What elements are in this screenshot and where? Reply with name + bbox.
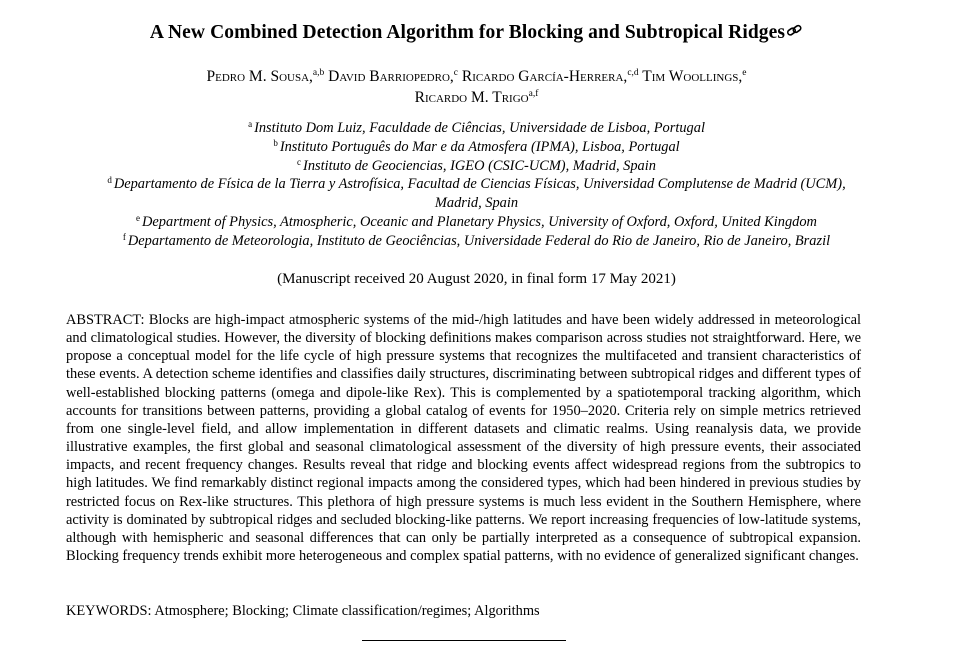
affiliation-continuation: Madrid, Spain (434, 195, 519, 212)
affiliation-text: Departamento de Física de la Tierra y Astrofísica, Facultad de Ciencias Físicas, Universidad Complutense de Madrid (UCM), (113, 176, 846, 193)
author-affil-mark: c,d (627, 68, 639, 78)
affiliation (0, 213, 953, 232)
affiliation-mark: b (273, 137, 278, 148)
divider (362, 640, 566, 641)
affiliation-mark: e (136, 212, 141, 223)
author-affil-mark: c (453, 68, 458, 78)
author-affil-mark: e (742, 68, 747, 78)
link-icon[interactable] (786, 22, 803, 44)
manuscript-note: (Manuscript received 20 August 2020, in final form 17 May 2021) (277, 271, 676, 287)
author-affil-mark: a,b (312, 68, 325, 78)
affiliation-text: Instituto Dom Luiz, Faculdade de Ciências, Universidade de Lisboa, Portugal (254, 120, 705, 136)
affiliation-text: Instituto Português do Mar e da Atmosfera (IPMA), Lisboa, Portugal (279, 138, 680, 155)
author-name: Tim Woollings, (642, 68, 743, 85)
paper-title (0, 22, 953, 44)
affiliation-text: Department of Physics, Atmospheric, Oceanic and Planetary Physics, University of Oxford, Oxford, United Kingdom (142, 213, 817, 230)
affiliation-mark: c (297, 156, 302, 167)
affiliation (0, 157, 953, 176)
author-name: Ricardo García-Herrera, (461, 68, 628, 85)
affiliation (0, 175, 953, 194)
author-name: Pedro M. Sousa, (206, 68, 313, 85)
abstract: ABSTRACT: Blocks are high-impact atmospheric systems of the mid-/high latitudes and have been widely addressed in meteorological and climatological studies. However, the diversity of blocking definitions makes comparison across studies not straightforward. Here, we propose a conceptual model for the life cycle of high pressure systems that recognizes the multifaceted and transient characteristics of these events. A detection scheme identifies and classifies daily structures, discriminating between subtropical ridges and different types of well-established blocking patterns (omega and dipole-like Rex). This is complemented by a spatiotemporal tracking algorithm, which accounts for transitions between patterns, providing a global catalog of events for 1950–2020. Criteria rely on simple metrics retrieved from one single-level field, and allow implementation in different datasets and climatic realms. Using reanalysis data, we provide illustrative examples, the first global and seasonal climatological assessment of the diversity of high pressure events, their associated impacts, and recent frequency changes. Results reveal that ridge and blocking events affect widespread regions from the subtropics to high latitudes. We find remarkably distinct regional impacts among the considered types, which had been hindered in previous studies by restricted focus on Rex-like structures. This plethora of high pressure systems is much less evident in the Southern Hemisphere, where activity is dominated by subtropical ridges and secluded blocking-like patterns. We report increasing frequencies of low-latitude systems, although with hemispheric and seasonal differences that can only be partially interpreted as a consequence of subtropical expansion. Blocking frequency trends exhibit more heterogeneous and complex spatial patterns, with no evidence of generalized significant changes. (66, 312, 861, 565)
affiliation-mark: d (107, 175, 112, 186)
affiliation-text: Instituto de Geociencias, IGEO (CSIC-UCM), Madrid, Spain (303, 157, 656, 174)
author-affil-mark: a,f (528, 89, 539, 99)
paper-title-text: A New Combined Detection Algorithm for Blocking and Subtropical Ridges (149, 22, 786, 43)
author-list (0, 66, 953, 108)
affiliation (0, 232, 953, 251)
affiliation-mark: f (122, 231, 126, 242)
author-name: Ricardo M. Trigo (414, 89, 529, 106)
author-name: David Barriopedro, (328, 68, 454, 85)
affiliation (0, 138, 953, 157)
affiliation (0, 119, 953, 138)
keywords: KEYWORDS: Atmosphere; Blocking; Climate classification/regimes; Algorithms (66, 603, 540, 619)
affiliation-list (0, 119, 953, 251)
affiliation-text: Departamento de Meteorologia, Instituto de Geociências, Universidade Federal do Rio de Janeiro, Rio de Janeiro, Brazil (127, 232, 831, 249)
affiliation-mark: a (248, 119, 253, 129)
